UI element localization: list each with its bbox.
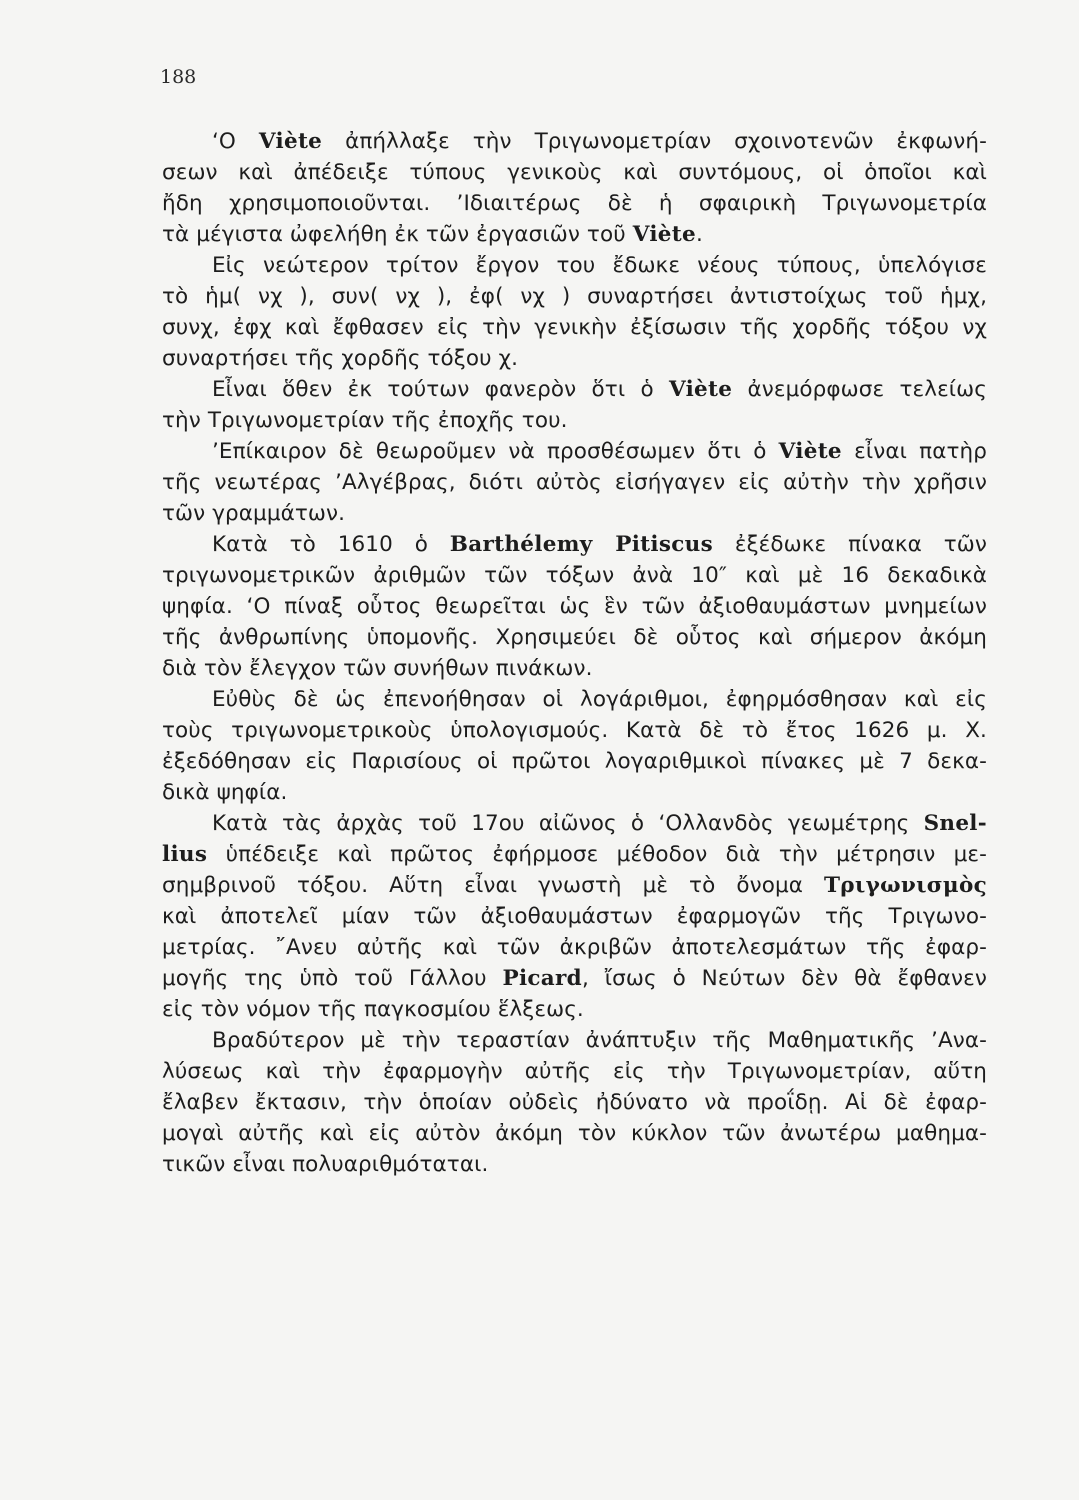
text-line: Εἶναι ὅθεν ἐκ τούτων φανερὸν ὅτι ὁ Viète ἀνεμόρφωσε τελείως [212,377,987,402]
text-line: ‘Ο Viète ἀπήλλαξε τὴν Τριγωνομετρίαν σχοινοτενῶν ἐκφωνή- [212,129,987,154]
text-line: διὰ τὸν ἔλεγχον τῶν συνήθων πινάκων. [162,656,593,681]
bold-name: Barthélemy Pitiscus [449,532,714,557]
text-line: μετρίας. ῎Ανευ αὐτῆς καὶ τῶν ἀκριβῶν ἀποτελεσμάτων τῆς ἐφαρ- [162,935,987,960]
text-line: τῆς νεωτέρας ’Αλγέβρας, διότι αὐτὸς εἰσήγαγεν εἰς αὐτὴν τὴν χρῆσιν [162,470,987,495]
text-line: καὶ ἀποτελεῖ μίαν τῶν ἀξιοθαυμάστων ἐφαρμογῶν τῆς Τριγωνο- [162,904,987,929]
text-line: lius ὑπέδειξε καὶ πρῶτος ἐφήρμοσε μέθοδον διὰ τὴν μέτρησιν με- [162,842,987,867]
text-line: τὸ ἡμ( νχ ), συν( νχ ), ἐφ( νχ ) συναρτήσει ἀντιστοίχως τοῦ ἡμχ, [162,284,987,309]
text-line: Κατὰ τὰς ἀρχὰς τοῦ 17ου αἰῶνος ὁ ‘Ολλανδὸς γεωμέτρης Snel- [212,811,987,836]
text-line: σημβρινοῦ τόξου. Αὕτη εἶναι γνωστὴ μὲ τὸ ὄνομα Τριγωνισμὸς [162,873,987,898]
text-line: συνχ, ἐφχ καὶ ἔφθασεν εἰς τὴν γενικὴν ἐξίσωσιν τῆς χορδῆς τόξου νχ [162,315,987,340]
bold-name: Snel- [923,811,987,836]
paragraph-p1 [162,126,987,250]
bold-name: Picard [502,966,583,991]
bold-name: lius [162,842,208,867]
paragraph-p6 [162,684,987,808]
text-line: εἰς τὸν νόμον τῆς παγκοσμίου ἕλξεως. [162,997,584,1022]
paragraph-p8 [162,1025,987,1180]
bold-name: Viète [668,377,733,402]
bold-name: Τριγωνισμὸς [823,873,987,898]
text-line: συναρτήσει τῆς χορδῆς τόξου χ. [162,346,519,371]
paragraph-p4 [162,436,987,529]
text-line: ’Επίκαιρον δὲ θεωροῦμεν νὰ προσθέσωμεν ὅτι ὁ Viète εἶναι πατὴρ [212,439,988,464]
text-line: ψηφία. ‘Ο πίναξ οὗτος θεωρεῖται ὡς ἓν τῶν ἀξιοθαυμάστων μνημείων [162,594,987,619]
text-line: τριγωνομετρικῶν ἀριθμῶν τῶν τόξων ἀνὰ 10″ καὶ μὲ 16 δεκαδικὰ [162,563,987,588]
text-line: Κατὰ τὸ 1610 ὁ Barthélemy Pitiscus ἐξέδωκε πίνακα τῶν [212,532,987,557]
text-line: τοὺς τριγωνομετρικοὺς ὑπολογισμούς. Κατὰ δὲ τὸ ἔτος 1626 μ. Χ. [162,718,987,743]
text-line: δικὰ ψηφία. [162,780,288,805]
text-line: ἔλαβεν ἔκτασιν, τὴν ὁποίαν οὐδεὶς ἠδύνατο νὰ προΐδῃ. Αἱ δὲ ἐφαρ- [162,1090,987,1115]
text-line: τῆς ἀνθρωπίνης ὑπομονῆς. Χρησιμεύει δὲ οὗτος καὶ σήμερον ἀκόμη [162,625,987,650]
bold-name: Viète [778,439,842,464]
text-line: μογῆς της ὑπὸ τοῦ Γάλλου Picard, ἴσως ὁ Νεύτων δὲν θὰ ἔφθανεν [162,966,987,991]
text-line: Εὐθὺς δὲ ὡς ἐπενοήθησαν οἱ λογάριθμοι, ἐφηρμόσθησαν καὶ εἰς [212,687,987,712]
text-line: ἤδη χρησιμοποιοῦνται. ’Ιδιαιτέρως δὲ ἡ σφαιρικὴ Τριγωνομετρία [162,191,987,216]
text-line: τῶν γραμμάτων. [162,501,346,526]
text-line: Εἰς νεώτερον τρίτον ἔργον του ἔδωκε νέους τύπους, ὑπελόγισε [212,253,987,278]
page-number: 188 [160,66,197,88]
text-line: Βραδύτερον μὲ τὴν τεραστίαν ἀνάπτυξιν τῆς Μαθηματικῆς ’Ανα- [212,1028,987,1053]
text-line: τὰ μέγιστα ὠφελήθη ἐκ τῶν ἐργασιῶν τοῦ Viète. [162,222,703,247]
bold-name: Viète [632,222,696,247]
text-line: τὴν Τριγωνομετρίαν τῆς ἐποχῆς του. [162,408,568,433]
text-line: τικῶν εἶναι πολυαριθμόταται. [162,1152,489,1177]
paragraph-p3 [162,374,987,436]
text-line: σεων καὶ ἀπέδειξε τύπους γενικοὺς καὶ συντόμους, οἱ ὁποῖοι καὶ [162,160,987,185]
paragraph-p7 [162,808,987,1025]
body-text [162,126,987,1180]
text-line: μογαὶ αὐτῆς καὶ εἰς αὐτὸν ἀκόμη τὸν κύκλον τῶν ἀνωτέρω μαθημα- [162,1121,987,1146]
text-line: ἐξεδόθησαν εἰς Παρισίους οἱ πρῶτοι λογαριθμικοὶ πίνακες μὲ 7 δεκα- [162,749,987,774]
paragraph-p2 [162,250,987,374]
text-line: λύσεως καὶ τὴν ἐφαρμογὴν αὐτῆς εἰς τὴν Τριγωνομετρίαν, αὕτη [162,1059,987,1084]
bold-name: Viète [258,129,323,154]
paragraph-p5 [162,529,987,684]
